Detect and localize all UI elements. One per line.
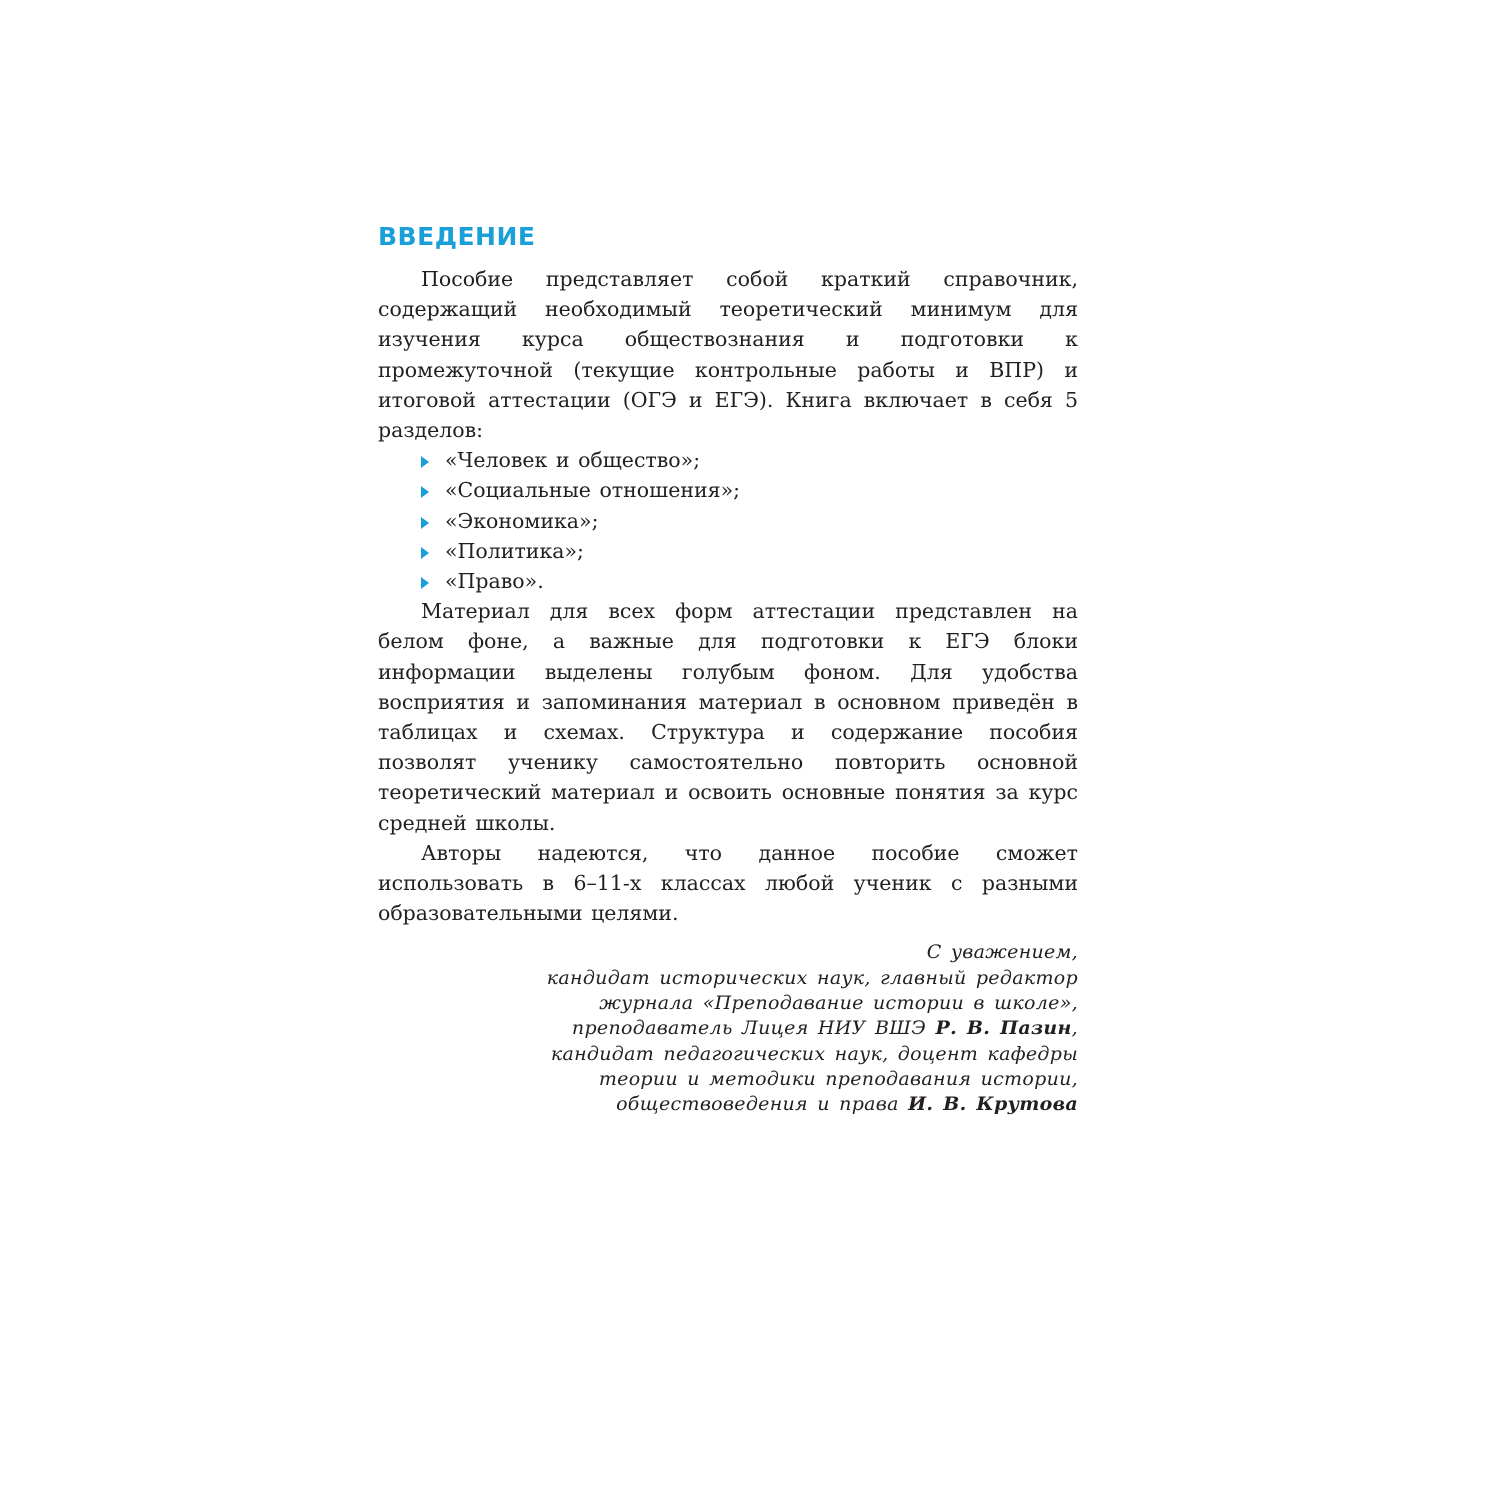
signature-greeting: С уважением, [926, 941, 1078, 964]
authors-paragraph: Авторы надеются, что данное пособие сможет использовать в 6–11-х классах любой ученик с разными образовательными целями. [378, 840, 1078, 926]
list-item-text: «Экономика»; [445, 508, 599, 533]
signature-line-with-author [378, 1092, 1078, 1117]
triangle-bullet-icon [421, 547, 429, 559]
list-item [378, 445, 1078, 475]
sections-list [378, 445, 1078, 596]
triangle-bullet-icon [421, 456, 429, 468]
list-item-text: «Человек и общество»; [445, 448, 701, 473]
signature-block [378, 940, 1078, 1117]
list-item [378, 506, 1078, 536]
triangle-bullet-icon [421, 517, 429, 529]
signature-line: преподаватель Лицея НИУ ВШЭ [571, 1017, 927, 1040]
list-item [378, 536, 1078, 566]
list-item-text: «Право». [445, 569, 544, 594]
list-item-text: «Социальные отношения»; [445, 478, 741, 503]
author-name: И. В. Крутова [908, 1093, 1078, 1116]
list-item [378, 566, 1078, 596]
list-item-text: «Политика»; [445, 538, 584, 563]
signature-line: обществоведения и права [616, 1093, 899, 1116]
signature-line: журнала «Преподавание истории в школе», [599, 992, 1078, 1015]
triangle-bullet-icon [421, 486, 429, 498]
author-name: Р. В. Пазин [935, 1017, 1072, 1040]
document-page [378, 220, 1078, 1118]
signature-line: теории и методики преподавания истории, [598, 1067, 1078, 1090]
list-item [378, 475, 1078, 505]
intro-paragraph: Пособие представляет собой краткий справочник, содержащий необходимый теоретический минимум для изучения курса обществознания и подготовки к промежуточной (текущие контрольные работы и ВПР) и итоговой аттестации (ОГЭ и ЕГЭ). Книга включает в себя 5 разделов: [378, 267, 1078, 443]
triangle-bullet-icon [421, 577, 429, 589]
signature-line: кандидат педагогических наук, доцент кафедры [550, 1042, 1078, 1065]
material-paragraph: Материал для всех форм аттестации представлен на белом фоне, а важные для подготовки к ЕГЭ блоки информации выделены голубым фоном. Для удобства восприятия и запоминания материал в основном приведён в таблицах и схемах. Структура и содержание пособия позволят ученику самостоятельно повторить основной теоретический материал и освоить основные понятия за курс средней школы. [378, 599, 1078, 835]
signature-line-with-author: преподаватель Лицея НИУ ВШЭ Р. В. Пазин, [571, 1017, 1078, 1040]
section-heading: ВВЕДЕНИЕ [378, 222, 536, 251]
signature-line: кандидат исторических наук, главный редактор [546, 966, 1078, 989]
